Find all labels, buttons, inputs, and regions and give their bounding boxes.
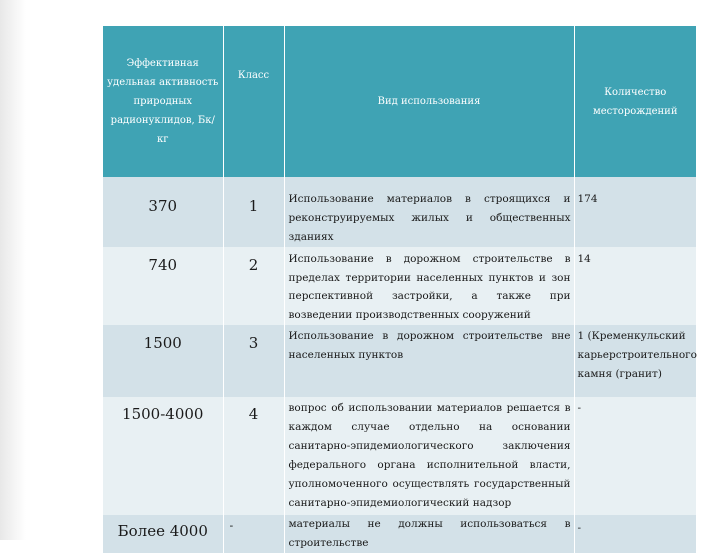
row-usage: Использование в дорожном строительстве вне населенных пунктов <box>284 325 574 397</box>
row-class: 1 <box>223 177 284 247</box>
row-usage: Использование материалов в строящихся и реконструируемых жилых и общественных зданиях <box>284 177 574 247</box>
row-class: 2 <box>223 247 284 326</box>
row-activity: 740 <box>103 247 223 326</box>
row-count: 174 <box>574 177 696 247</box>
header-row <box>103 26 696 177</box>
header-usage: Вид использования <box>284 26 574 177</box>
header-class: Класс <box>223 26 284 177</box>
row-activity: 1500 <box>103 325 223 397</box>
row-activity: Более 4000 <box>103 515 223 553</box>
table-row <box>103 397 696 515</box>
header-count: Количество месторождений <box>574 26 696 177</box>
row-class: 3 <box>223 325 284 397</box>
row-count: - <box>574 515 696 553</box>
row-count: 1 (Кременкульский карьерстроительного камня (гранит) <box>574 325 696 397</box>
row-usage: вопрос об использовании материалов решается в каждом случае отдельно на основании санитарно-эпидемиологического заключения федерального органа исполнительной власти, уполномоченного осуществлять государственный санитарно-эпидемиологический надзор <box>284 397 574 515</box>
radionuclide-table <box>103 26 696 553</box>
table-row <box>103 247 696 326</box>
row-usage: Использование в дорожном строительстве в пределах территории населенных пунктов и зон перспективной застройки, а также при возведении производственных сооружений <box>284 247 574 326</box>
header-activity: Эффективная удельная активность природных радионуклидов, Бк/кг <box>103 26 223 177</box>
side-shadow <box>0 0 26 540</box>
row-count: - <box>574 397 696 515</box>
row-class: 4 <box>223 397 284 515</box>
row-usage: материалы не должны использоваться в строительстве <box>284 515 574 553</box>
row-class: - <box>223 515 284 553</box>
row-count: 14 <box>574 247 696 326</box>
row-activity: 1500-4000 <box>103 397 223 515</box>
table-row <box>103 325 696 397</box>
table-row <box>103 515 696 553</box>
row-activity: 370 <box>103 177 223 247</box>
table-row <box>103 177 696 247</box>
